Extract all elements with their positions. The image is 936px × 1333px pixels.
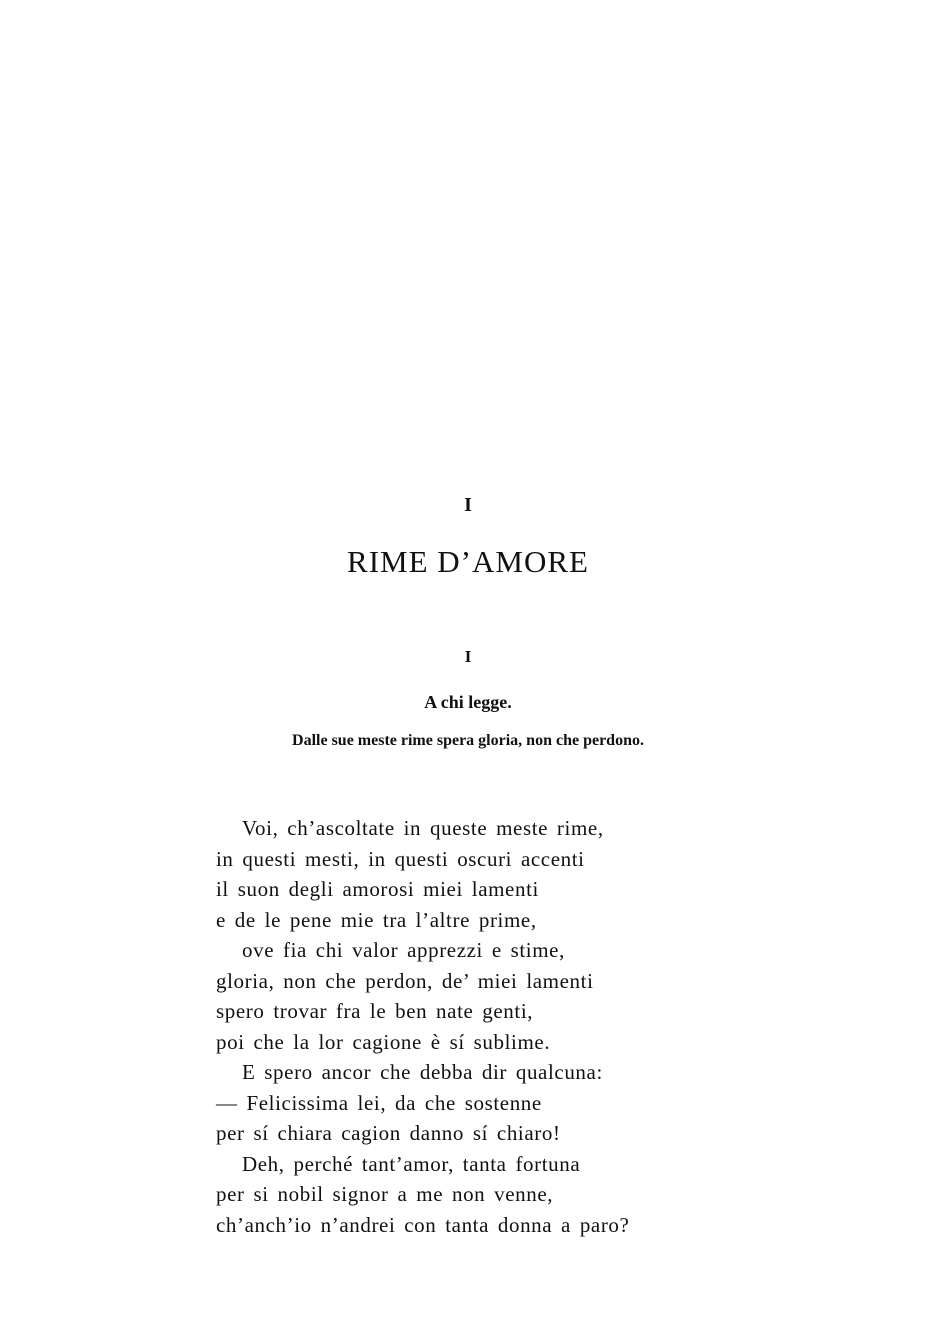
poem-line: poi che la lor cagione è sí sublime.	[216, 1029, 551, 1054]
poem-number: I	[464, 647, 472, 666]
poem-body	[216, 813, 776, 1240]
poem-line: Voi, ch’ascoltate in queste meste rime,	[242, 816, 604, 840]
poem-line: ove fia chi valor apprezzi e stime,	[242, 938, 565, 962]
poem-line: Deh, perché tant’amor, tanta fortuna	[242, 1151, 581, 1176]
poem-line: per sí chiara cagion danno sí chiaro!	[216, 1121, 561, 1145]
poem-line: e de le pene mie tra l’altre prime,	[216, 907, 537, 932]
section-title: RIME D’AMORE	[347, 544, 589, 579]
poem-line: il suon degli amorosi miei lamenti	[216, 877, 539, 901]
poem-argument: Dalle sue meste rime spera gloria, non che perdono.	[292, 732, 644, 749]
poem-line: gloria, non che perdon, de’ miei lamenti	[216, 968, 594, 993]
poem-line: — Felicissima lei, da che sostenne	[216, 1090, 542, 1115]
poem-line: spero trovar fra le ben nate genti,	[216, 999, 534, 1023]
poem-line: in questi mesti, in questi oscuri accenti	[216, 846, 585, 871]
poem-title: A chi legge.	[424, 692, 512, 712]
poem-line: ch’anch’io n’andrei con tanta donna a paro?	[216, 1212, 630, 1237]
part-number: I	[464, 494, 472, 516]
poem-line: E spero ancor che debba dir qualcuna:	[242, 1060, 603, 1084]
poem-line: per si nobil signor a me non venne,	[216, 1182, 554, 1206]
